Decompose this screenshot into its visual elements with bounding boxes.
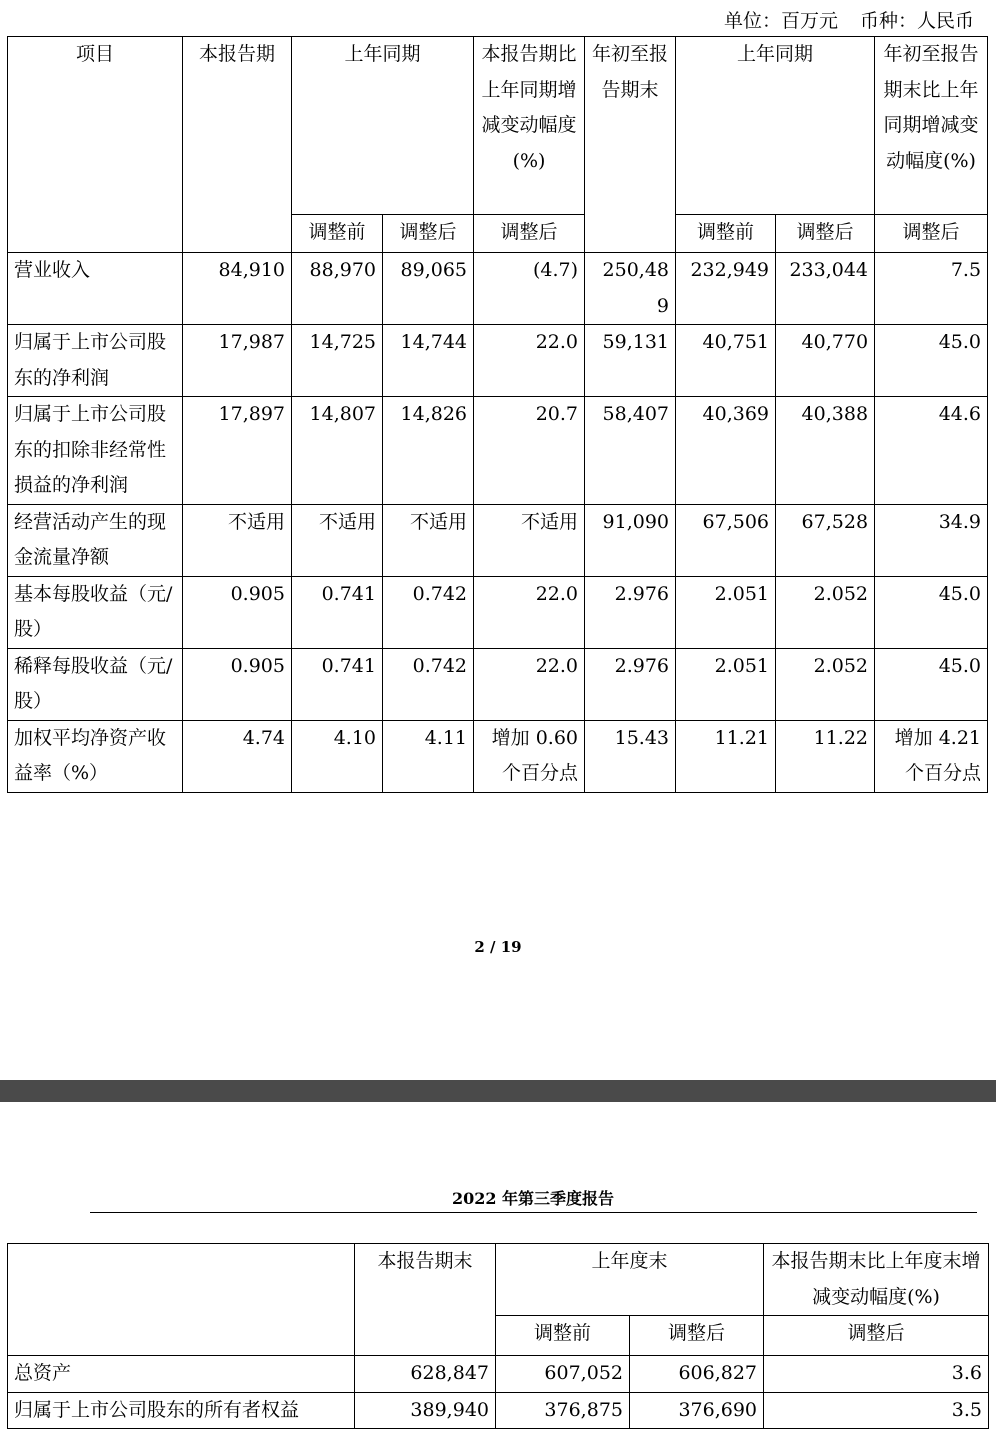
subheader-after-adj: 调整后 [630,1316,764,1356]
row-ytd: 2.976 [585,648,676,720]
table-row [8,253,988,325]
row-prior-after: 14,826 [383,397,474,505]
row-current-end: 628,847 [355,1356,496,1393]
row-prior-before: 不适用 [292,504,383,576]
row-change: 增加 0.60 个百分点 [474,720,585,792]
row-prior-after: 0.742 [383,576,474,648]
row-prior-after: 14,744 [383,325,474,397]
row-ytd-prior-before: 40,369 [676,397,776,505]
balance-table [7,1243,989,1429]
table-row [8,648,988,720]
row-ytd-prior-after: 11.22 [776,720,875,792]
row-ytd-change: 45.0 [875,325,988,397]
currency-label: 币种：人民币 [859,10,974,32]
unit-label: 单位：百万元 [723,10,838,32]
subheader-before-adj: 调整前 [292,215,383,253]
row-current: 84,910 [183,253,292,325]
row-item: 归属于上市公司股东的净利润 [8,325,183,397]
report-page-2 [0,1102,996,1431]
row-ytd-prior-before: 40,751 [676,325,776,397]
header-row [8,1244,989,1316]
row-current: 0.905 [183,648,292,720]
row-before-adj: 376,875 [496,1392,630,1429]
header-ytd: 年初至报告期末 [585,37,676,253]
row-ytd-prior-before: 67,506 [676,504,776,576]
row-current: 17,897 [183,397,292,505]
page-number: 2 / 19 [474,938,522,956]
header-prior-year-end: 上年度末 [496,1244,764,1316]
subheader-before-adj-ytd: 调整前 [676,215,776,253]
row-ytd: 250,489 [585,253,676,325]
table-row [8,1392,989,1429]
row-change: 3.5 [764,1392,989,1429]
header-prior-same: 上年同期 [292,37,474,215]
row-before-adj: 607,052 [496,1356,630,1393]
row-prior-before: 14,807 [292,397,383,505]
row-change: 22.0 [474,576,585,648]
row-ytd-change: 45.0 [875,576,988,648]
row-ytd-prior-after: 40,770 [776,325,875,397]
row-ytd-change: 45.0 [875,648,988,720]
subheader-after-adj-ytd: 调整后 [776,215,875,253]
row-ytd-prior-before: 232,949 [676,253,776,325]
row-item: 稀释每股收益（元/股） [8,648,183,720]
table-row [8,1356,989,1393]
row-item: 加权平均净资产收益率（%） [8,720,183,792]
row-item: 归属于上市公司股东的所有者权益 [8,1392,355,1429]
subheader-before-adj: 调整前 [496,1316,630,1356]
row-change: (4.7) [474,253,585,325]
row-ytd-change: 增加 4.21 个百分点 [875,720,988,792]
row-current-end: 389,940 [355,1392,496,1429]
row-prior-after: 不适用 [383,504,474,576]
row-ytd-prior-before: 2.051 [676,648,776,720]
row-prior-before: 4.10 [292,720,383,792]
row-ytd-prior-before: 2.051 [676,576,776,648]
header-change-current: 本报告期比上年同期增减变动幅度(%) [474,37,585,215]
row-item: 营业收入 [8,253,183,325]
row-ytd-change: 7.5 [875,253,988,325]
header-row [8,37,988,215]
row-ytd-change: 44.6 [875,397,988,505]
row-change: 不适用 [474,504,585,576]
header-rule [90,1212,977,1213]
row-item: 经营活动产生的现金流量净额 [8,504,183,576]
row-change: 22.0 [474,648,585,720]
row-ytd-prior-before: 11.21 [676,720,776,792]
row-current: 4.74 [183,720,292,792]
row-after-adj: 376,690 [630,1392,764,1429]
header-current-end: 本报告期末 [355,1244,496,1356]
report-title: 2022 年第三季度报告 [451,1189,615,1208]
row-prior-before: 14,725 [292,325,383,397]
unit-currency-line [724,6,974,33]
header-prior-same-ytd: 上年同期 [676,37,875,215]
row-ytd-change: 34.9 [875,504,988,576]
row-prior-before: 88,970 [292,253,383,325]
header-item [8,1244,355,1356]
row-ytd: 91,090 [585,504,676,576]
table-row [8,720,988,792]
table-row [8,325,988,397]
row-item: 基本每股收益（元/股） [8,576,183,648]
header-change-ytd: 年初至报告期末比上年同期增减变动幅度(%) [875,37,988,215]
row-ytd-prior-after: 233,044 [776,253,875,325]
subheader-after-adj-ytd-change: 调整后 [875,215,988,253]
row-item: 总资产 [8,1356,355,1393]
subheader-after-adj: 调整后 [383,215,474,253]
table-row [8,397,988,505]
row-prior-after: 89,065 [383,253,474,325]
table-row [8,504,988,576]
row-current: 17,987 [183,325,292,397]
row-ytd-prior-after: 2.052 [776,648,875,720]
row-prior-before: 0.741 [292,576,383,648]
header-current: 本报告期 [183,37,292,253]
page-separator [0,1080,996,1102]
table-row [8,576,988,648]
subheader-after-adj-change: 调整后 [474,215,585,253]
row-prior-after: 0.742 [383,648,474,720]
row-ytd-prior-after: 2.052 [776,576,875,648]
row-after-adj: 606,827 [630,1356,764,1393]
row-ytd: 58,407 [585,397,676,505]
row-change: 3.6 [764,1356,989,1393]
row-change: 22.0 [474,325,585,397]
header-item: 项目 [8,37,183,253]
row-prior-before: 0.741 [292,648,383,720]
row-current: 不适用 [183,504,292,576]
row-ytd: 15.43 [585,720,676,792]
row-change: 20.7 [474,397,585,505]
row-current: 0.905 [183,576,292,648]
row-item: 归属于上市公司股东的扣除非经常性损益的净利润 [8,397,183,505]
row-ytd-prior-after: 40,388 [776,397,875,505]
subheader-after-adj-change: 调整后 [764,1316,989,1356]
row-ytd: 2.976 [585,576,676,648]
row-ytd: 59,131 [585,325,676,397]
key-financials-table [7,36,988,793]
header-change: 本报告期末比上年度末增减变动幅度(%) [764,1244,989,1316]
row-ytd-prior-after: 67,528 [776,504,875,576]
row-prior-after: 4.11 [383,720,474,792]
